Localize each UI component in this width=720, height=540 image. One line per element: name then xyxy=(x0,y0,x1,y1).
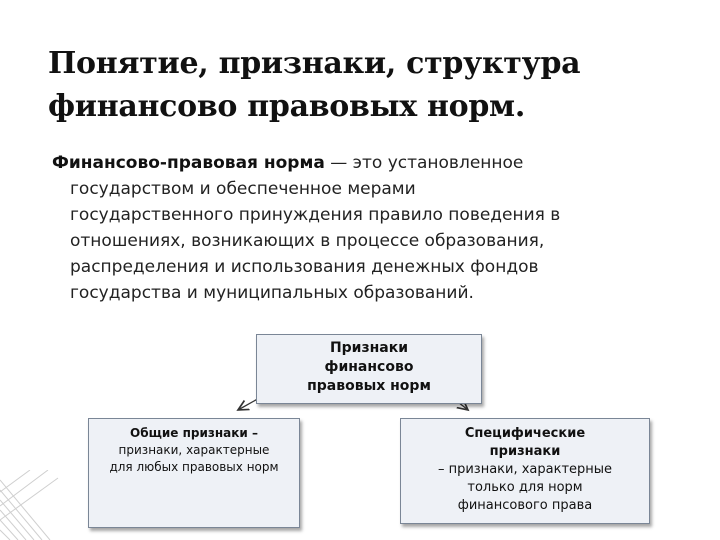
signs-box-line-3: правовых норм xyxy=(307,378,431,394)
signs-box-line-1: Признаки xyxy=(329,340,409,356)
title-line-2: финансово правовых норм. xyxy=(48,89,525,124)
definition-line-5: распределения и использования денежных фондов xyxy=(70,257,539,277)
definition-line-3: государственного принуждения правило поведения в xyxy=(70,205,561,225)
general-signs-line-2: для любых правовых норм xyxy=(109,460,279,474)
specific-signs-line-3: финансового права xyxy=(457,498,593,513)
specific-signs-heading-1: Специфические xyxy=(464,426,586,441)
definition-line-6: государства и муниципальных образований. xyxy=(70,283,474,303)
title-line-1: Понятие, признаки, структура xyxy=(48,46,581,81)
general-signs-heading: Общие признаки – xyxy=(130,426,258,440)
specific-signs-box xyxy=(400,418,650,524)
definition-term: Финансово-правовая норма xyxy=(52,153,325,173)
definition-line-4: отношениях, возникающих в процессе образования, xyxy=(70,231,545,251)
definition-line-1-rest: — это установленное xyxy=(324,153,524,173)
specific-signs-line-1: – признаки, характерные xyxy=(437,462,613,477)
signs-box-line-2: финансово xyxy=(324,359,414,375)
signs-box xyxy=(256,334,482,404)
general-signs-box xyxy=(88,418,300,528)
specific-signs-heading-2: признаки xyxy=(489,444,561,459)
general-signs-line-1: признаки, характерные xyxy=(118,443,270,457)
specific-signs-line-2: только для норм xyxy=(467,480,583,495)
definition-line-2: государством и обеспеченное мерами xyxy=(70,179,416,199)
